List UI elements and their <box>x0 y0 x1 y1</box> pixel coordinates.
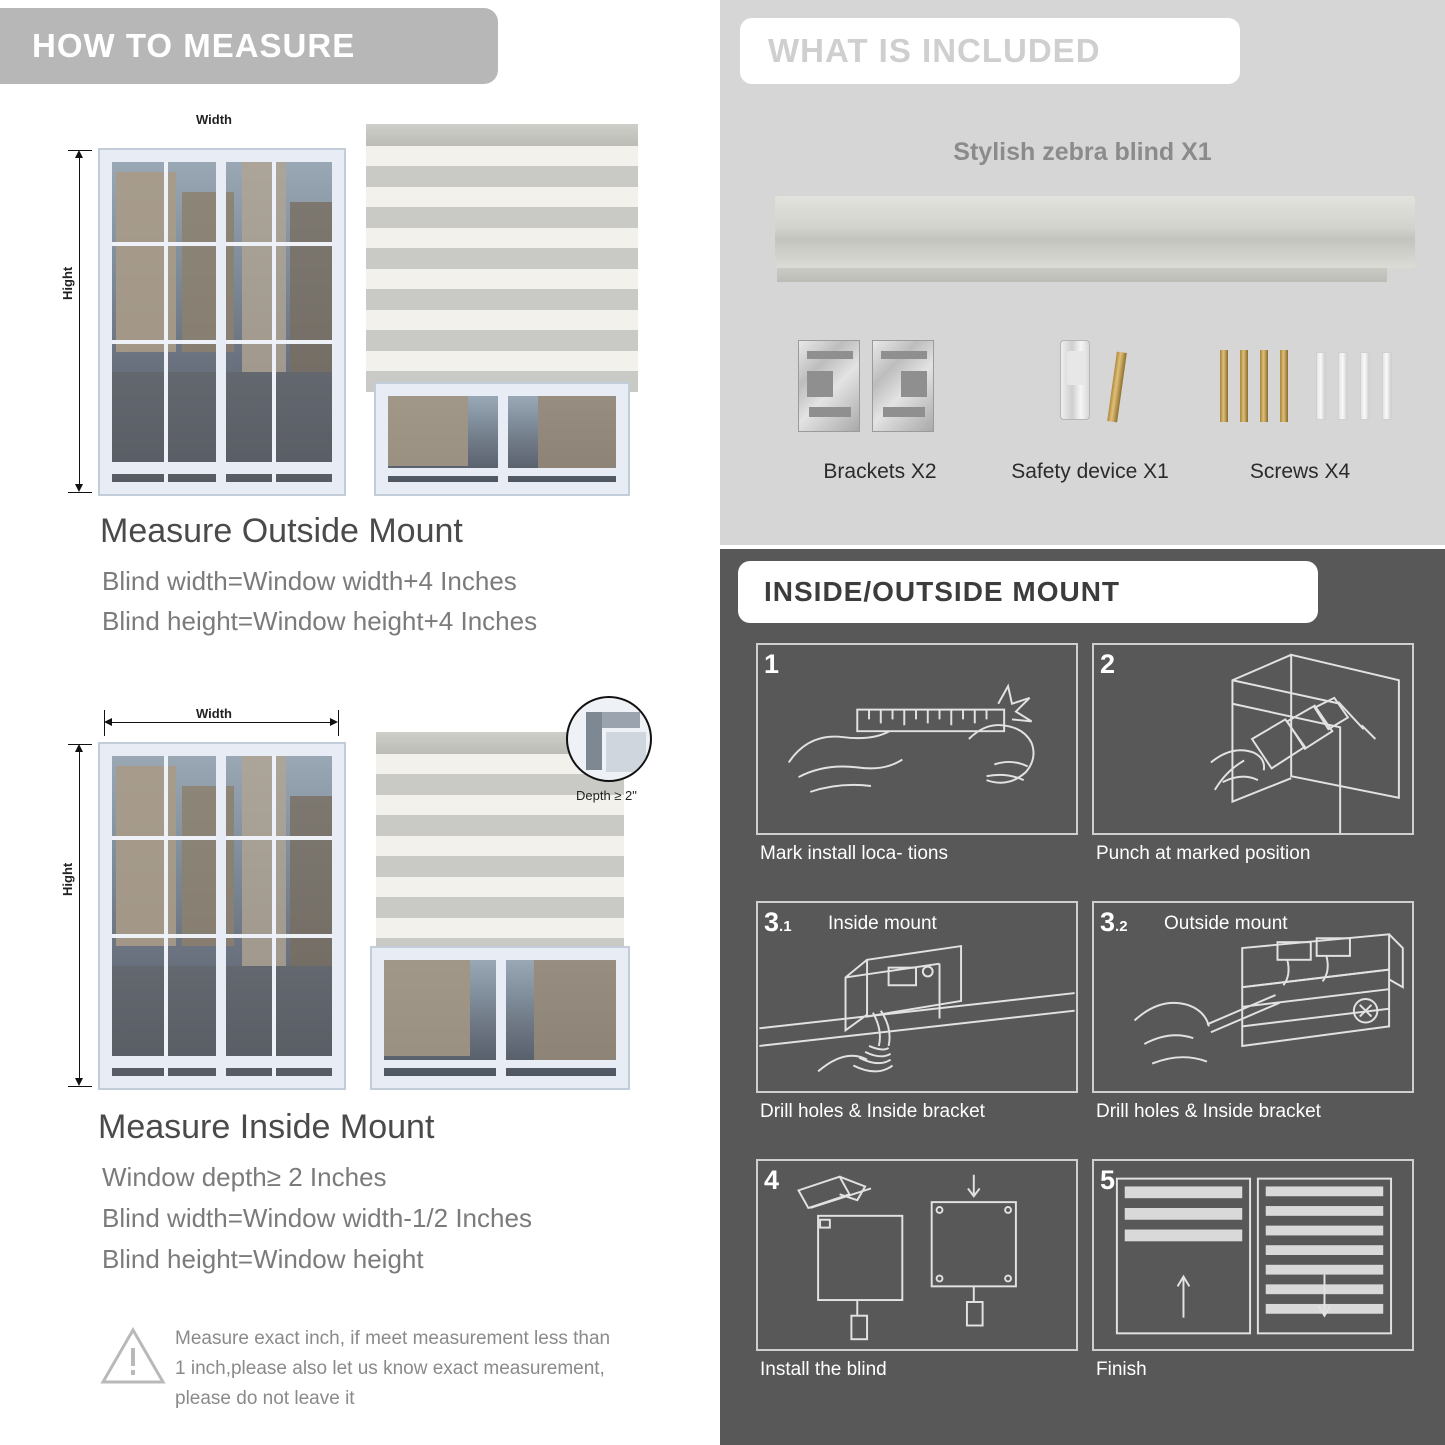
inside-mount-line-3: Blind height=Window height <box>102 1244 424 1274</box>
step-3-2 <box>1092 901 1414 1122</box>
screw-icon-1 <box>1220 350 1228 422</box>
how-to-measure-title: HOW TO MEASURE <box>32 27 356 64</box>
step-3-1-inline-label: Inside mount <box>828 913 937 934</box>
zebra-blind-outside <box>366 124 638 392</box>
what-is-included-panel <box>720 0 1445 545</box>
step-4-caption: Install the blind <box>760 1359 887 1380</box>
window-glass <box>388 396 616 482</box>
step-3-2-caption: Drill holes & Inside bracket <box>1096 1101 1321 1122</box>
how-to-measure-panel <box>0 0 716 1445</box>
window-glass <box>112 162 332 482</box>
step-3-2-number-main: 3 <box>1100 907 1116 937</box>
step-4-number: 4 <box>764 1165 780 1195</box>
inside-mount-diagram <box>0 696 716 1096</box>
inside-height-label: Hight <box>60 862 75 896</box>
window-glass <box>384 960 616 1076</box>
window-illustration-inside-lower <box>370 946 630 1090</box>
bracket-icon-2 <box>872 340 934 432</box>
step-5-caption: Finish <box>1096 1359 1147 1380</box>
what-is-included-banner <box>740 18 1240 84</box>
part-label-screws: Screws X4 <box>1249 460 1351 483</box>
wall-anchor-icon-1 <box>1316 352 1326 420</box>
step-5 <box>1092 1159 1414 1380</box>
zebra-blind-product-image <box>775 196 1415 268</box>
outside-mount-heading: Measure Outside Mount <box>100 512 463 550</box>
screw-icon-4 <box>1280 350 1288 422</box>
inside-outside-mount-panel <box>720 549 1445 1445</box>
step-2-caption: Punch at marked position <box>1096 843 1311 864</box>
window-illustration-inside <box>98 742 346 1090</box>
bracket-icon-1 <box>798 340 860 432</box>
step-1 <box>756 643 1078 864</box>
outside-mount-line-2: Blind height=Window height+4 Inches <box>102 606 538 636</box>
step-1-caption: Mark install loca- tions <box>760 843 948 864</box>
depth-callout-icon <box>566 696 652 782</box>
depth-label: Depth ≥ 2" <box>576 788 637 803</box>
what-is-included-title: WHAT IS INCLUDED <box>768 32 1101 69</box>
inside-mount-heading: Measure Inside Mount <box>98 1108 435 1146</box>
screw-icon-safety <box>1107 352 1127 423</box>
inside-mount-line-1: Window depth≥ 2 Inches <box>102 1162 387 1192</box>
outside-mount-diagram <box>0 100 716 500</box>
step-3-1-number-sub: .1 <box>779 918 792 935</box>
how-to-measure-banner <box>0 8 498 84</box>
window-illustration-outside-lower <box>374 382 630 496</box>
step-2 <box>1092 643 1414 864</box>
wall-anchor-icon-2 <box>1338 352 1348 420</box>
step-4 <box>756 1159 1078 1380</box>
inside-outside-mount-title: INSIDE/OUTSIDE MOUNT <box>764 576 1121 607</box>
step-5-number: 5 <box>1100 1165 1116 1195</box>
safety-device-icon <box>1060 340 1090 420</box>
window-glass <box>112 756 332 1076</box>
measure-note-text: Measure exact inch, if meet measurement less than 1 inch,please also let us know exact measurement, please do not leave it <box>175 1328 611 1409</box>
outside-width-label: Width <box>196 112 232 127</box>
step-1-number: 1 <box>764 649 780 679</box>
outside-mount-line-1: Blind width=Window width+4 Inches <box>102 566 517 596</box>
screw-icon-3 <box>1260 350 1268 422</box>
step-3-1-caption: Drill holes & Inside bracket <box>760 1101 985 1122</box>
screw-icon-2 <box>1240 350 1248 422</box>
blind-headrail <box>366 124 638 146</box>
outside-height-label: Hight <box>60 266 75 300</box>
part-label-safety-device: Safety device X1 <box>1011 460 1169 483</box>
wall-anchor-icon-4 <box>1382 352 1392 420</box>
window-illustration-outside <box>98 148 346 496</box>
warning-triangle-icon <box>100 1326 166 1386</box>
included-product-title: Stylish zebra blind X1 <box>953 138 1212 166</box>
step-3-1 <box>756 901 1078 1122</box>
step-3-1-number-main: 3 <box>764 907 780 937</box>
inside-outside-mount-banner <box>738 561 1318 623</box>
step-2-number: 2 <box>1100 649 1116 679</box>
wall-anchor-icon-3 <box>1360 352 1370 420</box>
step-3-2-inline-label: Outside mount <box>1164 913 1288 934</box>
inside-width-label: Width <box>196 706 232 721</box>
step-3-2-number-sub: .2 <box>1115 918 1128 935</box>
inside-mount-line-2: Blind width=Window width-1/2 Inches <box>102 1203 532 1233</box>
part-label-brackets: Brackets X2 <box>823 460 937 483</box>
